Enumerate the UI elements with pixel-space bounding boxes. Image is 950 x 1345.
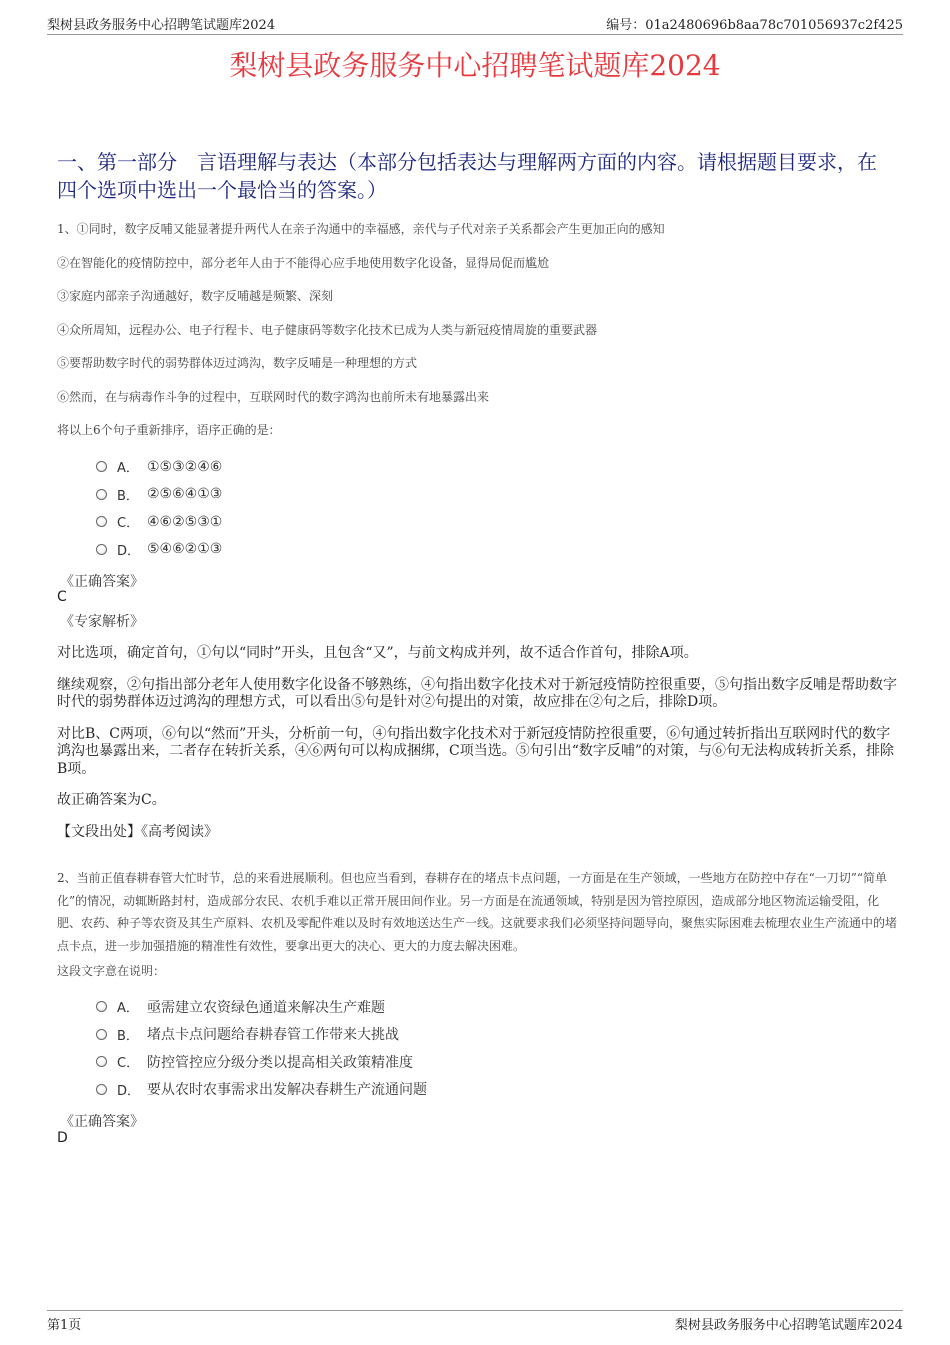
q1-line: ⑤要帮助数字时代的弱势群体迈过鸿沟，数字反哺是一种理想的方式 xyxy=(57,356,418,370)
option-letter: B． xyxy=(117,488,139,504)
header-doc-id: 编号：01a2480696b8aa78c701056937c2f425 xyxy=(606,18,903,33)
q2-option-c[interactable] xyxy=(96,1048,427,1076)
analysis-source: 【文段出处】《高考阅读》 xyxy=(57,823,218,840)
q2-options xyxy=(96,993,427,1103)
q1-line: 1、①同时，数字反哺又能显著提升两代人在亲子沟通中的幸福感，亲代与子代对亲子关系都会产生更加正向的感知 xyxy=(57,222,665,236)
question-1-stem xyxy=(57,218,900,453)
option-letter: A． xyxy=(117,1001,139,1017)
option-letter: C． xyxy=(117,516,140,532)
q1-options xyxy=(96,453,222,563)
q1-option-d[interactable] xyxy=(96,536,222,564)
option-letter: D． xyxy=(117,543,141,559)
section-heading: 一、第一部分 言语理解与表达（本部分包括表达与理解两方面的内容。请根据题目要求，在四个选项中选出一个最恰当的答案。） xyxy=(57,150,877,202)
q1-line: ④众所周知，远程办公、电子行程卡、电子健康码等数字化技术已成为人类与新冠疫情周旋的重要武器 xyxy=(57,322,598,337)
option-text: 要从农时农事需求出发解决春耕生产流通问题 xyxy=(147,1082,427,1099)
radio-button[interactable] xyxy=(96,461,107,472)
q1-line: ③家庭内部亲子沟通越好，数字反哺越是频繁、深刻 xyxy=(57,289,334,303)
option-letter: C． xyxy=(117,1056,140,1072)
option-text: ④⑥②⑤③① xyxy=(147,513,223,530)
option-text: 亟需建立农资绿色通道来解决生产难题 xyxy=(147,999,385,1016)
q2-answer-label: 《正确答案》 xyxy=(60,1114,144,1130)
header-title: 梨树县政务服务中心招聘笔试题库2024 xyxy=(47,18,276,33)
radio-button[interactable] xyxy=(96,1056,107,1067)
page-title: 梨树县政务服务中心招聘笔试题库2024 xyxy=(229,49,721,82)
q1-analysis-label: 《专家解析》 xyxy=(60,614,144,630)
option-letter: D． xyxy=(117,1083,141,1099)
q2-prompt: 这段文字意在说明： xyxy=(57,964,166,978)
option-text: ⑤④⑥②①③ xyxy=(147,541,223,558)
option-text: 堵点卡点问题给春耕春管工作带来大挑战 xyxy=(147,1027,399,1044)
q1-option-c[interactable] xyxy=(96,508,222,536)
q2-option-b[interactable] xyxy=(96,1021,427,1049)
option-letter: A． xyxy=(117,461,139,477)
q1-answer-label: 《正确答案》 xyxy=(60,574,144,590)
page-number: 第1页 xyxy=(47,1318,82,1333)
q2-option-a[interactable] xyxy=(96,993,427,1021)
q1-prompt: 将以上6个句子重新排序，语序正确的是： xyxy=(57,423,281,437)
radio-button[interactable] xyxy=(96,544,107,555)
option-letter: B． xyxy=(117,1028,139,1044)
q1-option-b[interactable] xyxy=(96,481,222,509)
radio-button[interactable] xyxy=(96,1001,107,1012)
radio-button[interactable] xyxy=(96,489,107,500)
q1-line: ②在智能化的疫情防控中，部分老年人由于不能得心应手地使用数字化设备，显得局促而尴尬 xyxy=(57,255,550,270)
radio-button[interactable] xyxy=(96,1084,107,1095)
footer-title: 梨树县政务服务中心招聘笔试题库2024 xyxy=(674,1318,903,1333)
q2-option-d[interactable] xyxy=(96,1076,427,1104)
q2-answer: D xyxy=(57,1130,68,1146)
option-text: 防控管控应分级分类以提高相关政策精准度 xyxy=(147,1054,413,1071)
q1-answer: C xyxy=(57,589,67,605)
option-text: ②⑤⑥④①③ xyxy=(147,486,223,503)
analysis-paragraph: 对比B、C两项，⑥句以“然而”开头，分析前一句，④句指出数字化技术对于新冠疫情防控很重要，⑥句通过转折指出互联网时代的数字鸿沟也暴露出来，二者存在转折关系，④⑥两句可以构成捆绑，C项当选。⑤句引出“数字反哺”的对策，与⑥句无法构成转折关系，排除B项。 xyxy=(57,725,895,777)
q1-line: ⑥然而，在与病毒作斗争的过程中，互联网时代的数字鸿沟也前所未有地暴露出来 xyxy=(57,389,490,404)
question-2-stem: 2、当前正值春耕春管大忙时节，总的来看进展顺利。但也应当看到，春耕存在的堵点卡点问题，一方面是在生产领域，一些地方在防控中存在“一刀切”“简单化”的情况，动辄断路封村，造成部分农民、农机手难以正常开展田间作业。另一方面是在流通领域，特别是因为管控原因，造成部分地区物流运输受阻，化肥、农药、种子等农资及其生产原料、农机及零配件难以及时有效地送达生产一线。这就要求我们必须坚持问题导向，聚焦实际困难去梳理农业生产流通中的堵点卡点，进一步加强措施的精准性有效性，要拿出更大的决心、更大的力度去解决困难。 xyxy=(57,871,898,953)
radio-button[interactable] xyxy=(96,516,107,527)
option-text: ①⑤③②④⑥ xyxy=(147,458,223,475)
analysis-paragraph: 继续观察，②句指出部分老年人使用数字化设备不够熟练，④句指出数字化技术对于新冠疫情防控很重要，⑤句指出数字反哺是帮助数字时代的弱势群体迈过鸿沟的理想方式，可以看出⑤句是针对②句提出的对策，故应排在②句之后，排除D项。 xyxy=(57,676,897,710)
analysis-paragraph: 故正确答案为C。 xyxy=(57,792,166,808)
analysis-paragraph: 对比选项，确定首句，①句以“同时”开头，且包含“又”，与前文构成并列，故不适合作首句，排除A项。 xyxy=(57,645,698,661)
radio-button[interactable] xyxy=(96,1029,107,1040)
page-footer xyxy=(47,1310,903,1333)
page-header xyxy=(47,14,903,35)
q1-analysis xyxy=(57,645,897,855)
q1-option-a[interactable] xyxy=(96,453,222,481)
